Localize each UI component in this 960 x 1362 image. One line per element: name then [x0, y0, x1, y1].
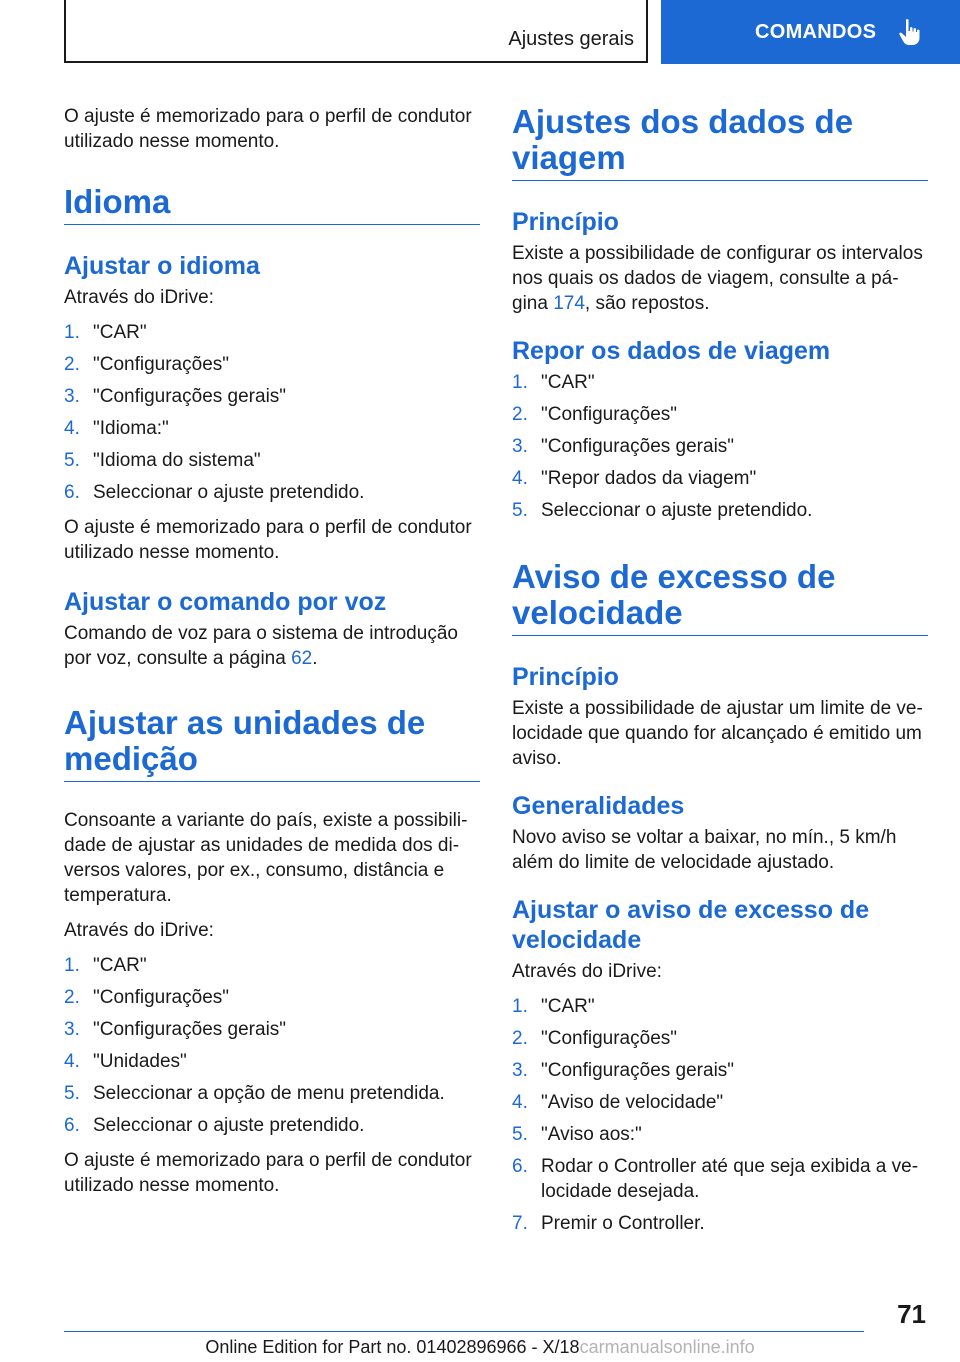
- footer-divider: [64, 1331, 864, 1332]
- list-item: 4. "Idioma:": [64, 418, 169, 439]
- list-item: 3. "Configurações gerais": [64, 386, 287, 407]
- list-item: 2. "Configurações": [64, 987, 230, 1008]
- heading-idioma: Idioma: [64, 184, 480, 225]
- units-paragraph: Consoante a variante do país, existe a possibilidade de ajustar as unidades de medida dos diversos valores, por ex., consumo, distância e temperatura.: [64, 810, 468, 906]
- voice-paragraph: Comando de voz para o sistema de introdução por voz, consulte a página 62.: [64, 623, 458, 669]
- list-item: 1. "CAR": [512, 996, 595, 1017]
- list-item: 5. Seleccionar a opção de menu pretendida.: [64, 1083, 445, 1104]
- list-item: 3. "Configurações gerais": [64, 1019, 287, 1040]
- list-item: 2. "Configurações": [64, 354, 230, 375]
- list-item: 5. "Idioma do sistema": [64, 450, 261, 471]
- list-item: 1. "CAR": [64, 955, 147, 976]
- heading-unidades: Ajustar as unidades de medição: [64, 705, 480, 782]
- left-column: [64, 104, 480, 1208]
- units-steps-list: [64, 953, 480, 1138]
- list-item: 6. Seleccionar o ajuste pretendido.: [64, 1115, 365, 1136]
- heading-ajustar-aviso: Ajustar o aviso de excesso de velocidade: [512, 896, 870, 954]
- list-item: 7. Premir o Controller.: [512, 1213, 705, 1234]
- heading-comando-voz: Ajustar o comando por voz: [64, 588, 387, 616]
- header-section-title: Ajustes gerais: [508, 28, 634, 50]
- list-item: 5. Seleccionar o ajuste pretendido.: [512, 500, 813, 521]
- speed-general-paragraph: Novo aviso se voltar a baixar, no mín., 5 km/h além do limite de velocidade ajustado.: [512, 827, 897, 873]
- list-item: 6. Seleccionar o ajuste pretendido.: [64, 482, 365, 503]
- header-chapter-title: COMANDOS: [755, 20, 877, 43]
- list-item: 2. "Configurações": [512, 404, 678, 425]
- speed-principle-paragraph: Existe a possibilidade de ajustar um limite de velocidade que quando for alcançado é emitido um aviso.: [512, 698, 923, 769]
- trip-principle-paragraph: Existe a possibilidade de configurar os intervalos nos quais os dados de viagem, consulte a página 174, são repostos.: [512, 243, 923, 314]
- list-item: 4. "Aviso de velocidade": [512, 1092, 724, 1113]
- heading-principio: Princípio: [512, 663, 619, 691]
- idrive-lead: Através do iDrive:: [512, 961, 662, 982]
- heading-generalidades: Generalidades: [512, 792, 685, 820]
- units-note: O ajuste é memorizado para o perfil de condutor utilizado nesse momento.: [64, 1150, 472, 1196]
- page-link-62[interactable]: 62: [291, 648, 313, 669]
- language-steps-list: [64, 320, 480, 505]
- list-item: 1. "CAR": [64, 322, 147, 343]
- footer: [0, 1337, 960, 1358]
- idrive-lead: Através do iDrive:: [64, 920, 214, 941]
- hand-pointer-icon: [898, 18, 922, 46]
- idrive-lead: Através do iDrive:: [64, 287, 214, 308]
- list-item: 6. Rodar o Controller até que seja exibida a velocidade desejada.: [512, 1156, 919, 1202]
- list-item: 4. "Unidades": [64, 1051, 187, 1072]
- page-link-174[interactable]: 174: [553, 293, 585, 314]
- intro-paragraph: O ajuste é memorizado para o perfil de condutor utilizado nesse momento.: [64, 106, 472, 152]
- heading-principio: Princípio: [512, 208, 619, 236]
- header-chapter-tab: [661, 0, 960, 64]
- language-note: O ajuste é memorizado para o perfil de condutor utilizado nesse momento.: [64, 517, 472, 563]
- list-item: 3. "Configurações gerais": [512, 1060, 735, 1081]
- footer-edition: Online Edition for Part no. 01402896966 - X/18: [205, 1337, 580, 1357]
- heading-excesso-velocidade: Aviso de excesso de velocidade: [512, 559, 928, 636]
- list-item: 4. "Repor dados da viagem": [512, 468, 757, 489]
- speed-steps-list: [512, 994, 928, 1236]
- heading-dados-viagem: Ajustes dos dados de viagem: [512, 104, 928, 181]
- right-column: [512, 104, 928, 1246]
- list-item: 2. "Configurações": [512, 1028, 678, 1049]
- list-item: 3. "Configurações gerais": [512, 436, 735, 457]
- footer-watermark: carmanualsonline.info: [579, 1337, 755, 1357]
- list-item: 5. "Aviso aos:": [512, 1124, 642, 1145]
- trip-reset-steps-list: [512, 370, 928, 523]
- list-item: 1. "CAR": [512, 372, 595, 393]
- heading-ajustar-idioma: Ajustar o idioma: [64, 252, 260, 280]
- page-number: 71: [897, 1299, 926, 1329]
- heading-repor-dados: Repor os dados de viagem: [512, 337, 831, 365]
